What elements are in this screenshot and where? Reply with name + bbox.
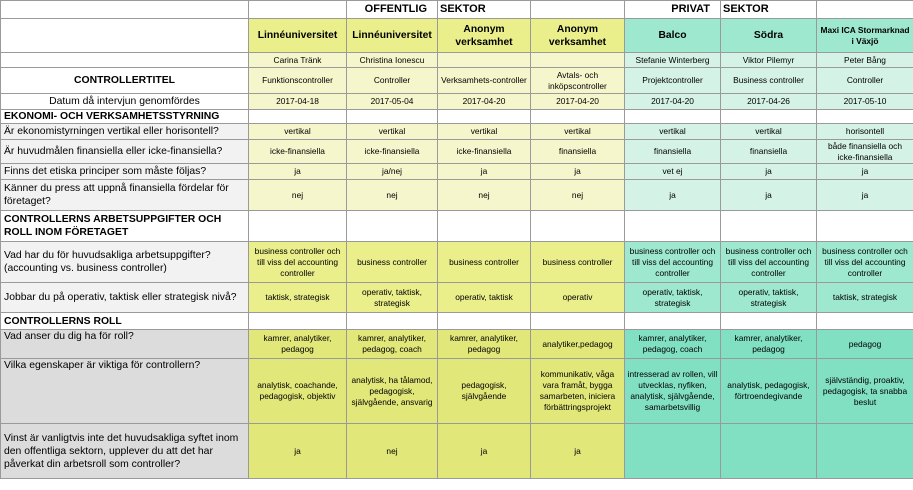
- empty-cell: [249, 1, 347, 19]
- answer-cell: analytiker,pedagog: [531, 330, 625, 359]
- answer-cell: självständig, proaktiv, pedagogisk, ta snabba beslut: [817, 359, 913, 424]
- interview-date: 2017-04-20: [438, 94, 531, 110]
- section-title: CONTROLLERNS ARBETSUPPGIFTER OCH ROLL INOM FÖRETAGET: [1, 211, 249, 242]
- answer-cell: ja: [817, 180, 913, 211]
- answer-cell: ja: [817, 164, 913, 180]
- controller-title: Controller: [347, 68, 438, 94]
- answer-cell: business controller och till viss del accounting controller: [721, 242, 817, 283]
- section-header-row: [1, 110, 913, 124]
- interview-date-row: [1, 94, 913, 110]
- answer-cell: både finansiella och icke-finansiella: [817, 140, 913, 164]
- question-row: [1, 283, 913, 313]
- question-text: Är huvudmålen finansiella eller icke-finansiella?: [1, 140, 249, 164]
- answer-cell: business controller och till viss del accounting controller: [625, 242, 721, 283]
- answer-cell: [625, 424, 721, 479]
- answer-cell: nej: [531, 180, 625, 211]
- controller-title-label: CONTROLLERTITEL: [1, 68, 249, 94]
- answer-cell: analytisk, pedagogisk, förtroendegivande: [721, 359, 817, 424]
- interview-date: 2017-05-04: [347, 94, 438, 110]
- interviewee-name: Christina Ionescu: [347, 53, 438, 68]
- org-cell: Maxi ICA Stormarknad i Växjö: [817, 19, 913, 53]
- answer-cell: [817, 424, 913, 479]
- answer-cell: ja: [438, 164, 531, 180]
- empty-cell: [531, 1, 625, 19]
- interview-date: 2017-04-18: [249, 94, 347, 110]
- answer-cell: intresserad av rollen, vill utvecklas, nyfiken, analytisk, självgående, samarbetsvillig: [625, 359, 721, 424]
- controller-title-row: [1, 68, 913, 94]
- interview-date: 2017-05-10: [817, 94, 913, 110]
- answer-cell: taktisk, strategisk: [249, 283, 347, 313]
- interviewee-name: [438, 53, 531, 68]
- answer-cell: operativ, taktisk, strategisk: [625, 283, 721, 313]
- answer-cell: finansiella: [625, 140, 721, 164]
- controller-title: Business controller: [721, 68, 817, 94]
- empty-corner: [1, 1, 249, 19]
- answer-cell: kamrer, analytiker, pedagog, coach: [625, 330, 721, 359]
- answer-cell: vertikal: [531, 124, 625, 140]
- interviewee-row: [1, 53, 913, 68]
- public-sector-label: OFFENTLIG: [347, 1, 438, 19]
- question-row: [1, 140, 913, 164]
- interview-date: 2017-04-26: [721, 94, 817, 110]
- answer-cell: taktisk, strategisk: [817, 283, 913, 313]
- section-title: EKONOMI- OCH VERKSAMHETSSTYRNING: [1, 110, 249, 124]
- public-sector-label-2: SEKTOR: [438, 1, 531, 19]
- answer-cell: operativ: [531, 283, 625, 313]
- answer-cell: nej: [438, 180, 531, 211]
- answer-cell: ja: [625, 180, 721, 211]
- org-cell: Anonym verksamhet: [438, 19, 531, 53]
- answer-cell: icke-finansiella: [347, 140, 438, 164]
- answer-cell: horisontell: [817, 124, 913, 140]
- sector-header-row: [1, 1, 913, 19]
- empty-cell: [817, 1, 913, 19]
- interviewee-name: Peter Bång: [817, 53, 913, 68]
- answer-cell: business controller: [347, 242, 438, 283]
- interviewee-name: [531, 53, 625, 68]
- interview-date: 2017-04-20: [625, 94, 721, 110]
- answer-cell: vertikal: [625, 124, 721, 140]
- answer-cell: icke-finansiella: [249, 140, 347, 164]
- answer-cell: kamrer, analytiker, pedagog: [249, 330, 347, 359]
- controller-title: Avtals- och inköpscontroller: [531, 68, 625, 94]
- section-title: CONTROLLERNS ROLL: [1, 313, 249, 330]
- question-text: Vad anser du dig ha för roll?: [1, 330, 249, 359]
- question-text: Är ekonomistyrningen vertikal eller horisontell?: [1, 124, 249, 140]
- answer-cell: ja: [531, 424, 625, 479]
- interview-date-label: Datum då intervjun genomfördes: [1, 94, 249, 110]
- answer-cell: ja: [721, 164, 817, 180]
- question-text: Vinst är vanligtvis inte det huvudsakliga syftet inom den offentliga sektorn, upplever du att det har påverkat din arbetsroll som controller?: [1, 424, 249, 479]
- question-text: Vilka egenskaper är viktiga för controllern?: [1, 359, 249, 424]
- question-row: [1, 330, 913, 359]
- answer-cell: business controller: [531, 242, 625, 283]
- org-cell: Anonym verksamhet: [531, 19, 625, 53]
- interview-date: 2017-04-20: [531, 94, 625, 110]
- answer-cell: vertikal: [438, 124, 531, 140]
- answer-cell: operativ, taktisk, strategisk: [347, 283, 438, 313]
- question-text: Vad har du för huvudsakliga arbetsuppgifter? (accounting vs. business controller): [1, 242, 249, 283]
- answer-cell: nej: [347, 424, 438, 479]
- org-cell: Södra: [721, 19, 817, 53]
- controller-title: Funktionscontroller: [249, 68, 347, 94]
- answer-cell: business controller och till viss del accounting controller: [249, 242, 347, 283]
- org-cell: Balco: [625, 19, 721, 53]
- private-sector-label-2: SEKTOR: [721, 1, 817, 19]
- org-cell: Linnéuniversitet: [347, 19, 438, 53]
- answer-cell: ja: [249, 424, 347, 479]
- answer-cell: nej: [347, 180, 438, 211]
- answer-cell: pedagogisk, självgående: [438, 359, 531, 424]
- controller-title: Controller: [817, 68, 913, 94]
- answer-cell: [721, 424, 817, 479]
- answer-cell: analytisk, coachande, pedagogisk, objektiv: [249, 359, 347, 424]
- answer-cell: finansiella: [531, 140, 625, 164]
- answer-cell: ja/nej: [347, 164, 438, 180]
- answer-cell: kamrer, analytiker, pedagog: [438, 330, 531, 359]
- question-row: [1, 359, 913, 424]
- answer-cell: vertikal: [249, 124, 347, 140]
- answer-cell: ja: [249, 164, 347, 180]
- answer-cell: vet ej: [625, 164, 721, 180]
- empty-cell: [1, 19, 249, 53]
- answer-cell: ja: [438, 424, 531, 479]
- question-row: [1, 424, 913, 479]
- question-text: Jobbar du på operativ, taktisk eller strategisk nivå?: [1, 283, 249, 313]
- org-cell: Linnéuniversitet: [249, 19, 347, 53]
- question-text: Känner du press att uppnå finansiella fördelar för företaget?: [1, 180, 249, 211]
- answer-cell: icke-finansiella: [438, 140, 531, 164]
- answer-cell: ja: [721, 180, 817, 211]
- answer-cell: operativ, taktisk: [438, 283, 531, 313]
- answer-cell: finansiella: [721, 140, 817, 164]
- answer-cell: vertikal: [721, 124, 817, 140]
- answer-cell: kamrer, analytiker, pedagog: [721, 330, 817, 359]
- question-row: [1, 164, 913, 180]
- question-text: Finns det etiska principer som måste följas?: [1, 164, 249, 180]
- answer-cell: kamrer, analytiker, pedagog, coach: [347, 330, 438, 359]
- answer-cell: business controller: [438, 242, 531, 283]
- answer-cell: kommunikativ, våga vara framåt, bygga samarbeten, iniciera förbättringsprojekt: [531, 359, 625, 424]
- section-header-row: [1, 211, 913, 242]
- question-row: [1, 124, 913, 140]
- interviewee-name: Stefanie Winterberg: [625, 53, 721, 68]
- answer-cell: analytisk, ha tålamod, pedagogisk, självgående, ansvarig: [347, 359, 438, 424]
- organization-row: [1, 19, 913, 53]
- answer-cell: vertikal: [347, 124, 438, 140]
- answer-cell: operativ, taktisk, strategisk: [721, 283, 817, 313]
- answer-cell: nej: [249, 180, 347, 211]
- answer-cell: pedagog: [817, 330, 913, 359]
- interviewee-name: Viktor Pilemyr: [721, 53, 817, 68]
- private-sector-label: PRIVAT: [625, 1, 721, 19]
- answer-cell: ja: [531, 164, 625, 180]
- empty-cell: [1, 53, 249, 68]
- answer-cell: business controller och till viss del accounting controller: [817, 242, 913, 283]
- question-row: [1, 180, 913, 211]
- interviewee-name: Carina Tränk: [249, 53, 347, 68]
- section-header-row: [1, 313, 913, 330]
- controller-title: Projektcontroller: [625, 68, 721, 94]
- controller-title: Verksamhets-controller: [438, 68, 531, 94]
- question-row: [1, 242, 913, 283]
